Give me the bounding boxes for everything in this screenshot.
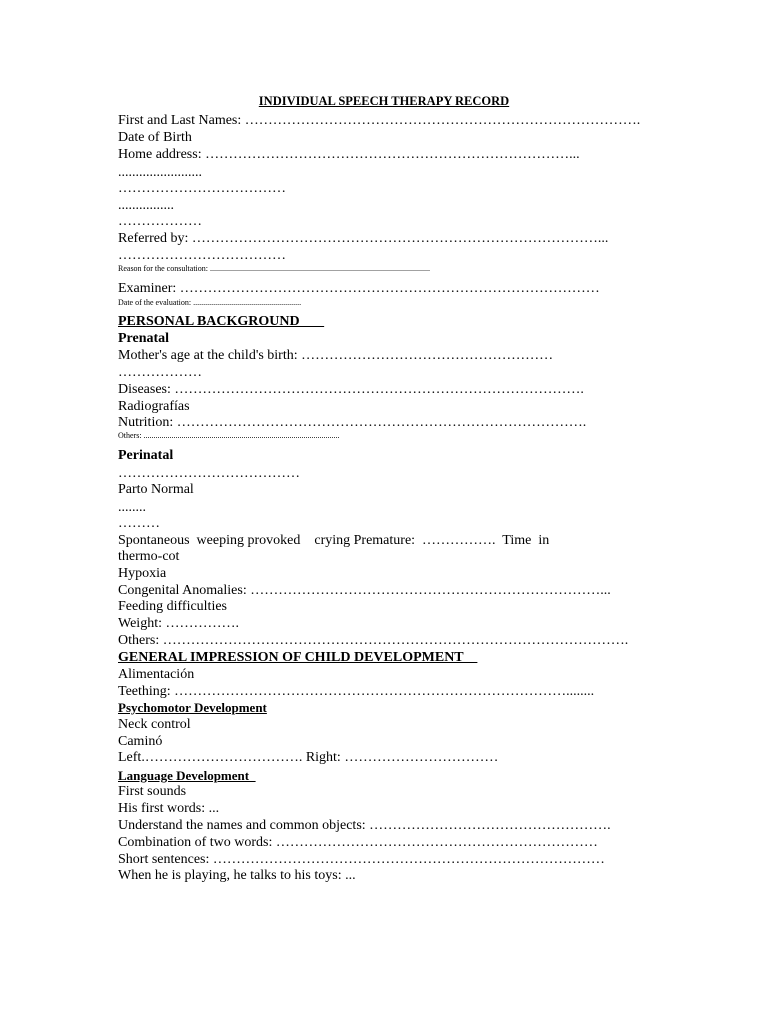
left-right-line: Left.……………………………. Right: …………………………… <box>118 750 499 765</box>
blank-line: ………………………………… <box>118 466 300 481</box>
general-impression-heading: GENERAL IMPRESSION OF CHILD DEVELOPMENT <box>118 650 478 665</box>
understand-names-line: Understand the names and common objects: ……………………………………………. <box>118 818 611 833</box>
first-sounds-line: First sounds <box>118 784 187 799</box>
others-line: Others: ………………………………………………………………………………………. <box>118 633 629 648</box>
thermo-cot-line: thermo-cot <box>118 549 180 564</box>
blank-line: ……………………………… <box>118 248 286 263</box>
date-evaluation-line: Date of the evaluation: ...................................................... <box>118 298 302 307</box>
prenatal-heading: Prenatal <box>118 331 170 346</box>
alimentacion-line: Alimentación <box>118 667 195 682</box>
neck-control-line: Neck control <box>118 717 191 732</box>
psychomotor-heading: Psychomotor Development <box>118 700 267 715</box>
first-words-line: His first words: ... <box>118 801 220 816</box>
reason-consultation-line: Reason for the consultation: .............................................................................................................. <box>118 264 430 273</box>
blank-line: ……………………………… <box>118 181 286 196</box>
radiografias-line: Radiografías <box>118 399 190 414</box>
parto-normal-line: Parto Normal <box>118 482 194 497</box>
language-development-heading: Language Development <box>118 768 256 783</box>
blank-line: ……………… <box>118 214 202 229</box>
mothers-age-line: Mother's age at the child's birth: ……………………………………………… <box>118 348 554 363</box>
blank-line: ……………… <box>118 365 202 380</box>
blank-line: ........ <box>118 500 146 515</box>
two-words-line: Combination of two words: …………………………………………………………… <box>118 835 598 850</box>
personal-background-heading: PERSONAL BACKGROUND <box>118 314 325 329</box>
diseases-line: Diseases: ……………………………………………………………………………. <box>118 382 584 397</box>
document-title: INDIVIDUAL SPEECH THERAPY RECORD <box>258 94 510 108</box>
weight-line: Weight: ……………. <box>118 616 239 631</box>
names-line: First and Last Names: …………………………………………………………………………. <box>118 113 641 128</box>
blank-line: ................ <box>118 198 174 213</box>
perinatal-heading: Perinatal <box>118 448 174 463</box>
home-address-line: Home address: ……………………………………………………………………... <box>118 147 580 162</box>
blank-line: ……… <box>118 516 160 531</box>
congenital-anomalies-line: Congenital Anomalies: …………………………………………………………………... <box>118 583 611 598</box>
hypoxia-line: Hypoxia <box>118 566 167 581</box>
examiner-line: Examiner: ……………………………………………………………………………… <box>118 281 600 296</box>
short-sentences-line: Short sentences: ………………………………………………………………………… <box>118 852 605 867</box>
nutrition-line: Nutrition: ……………………………………………………………………………. <box>118 415 587 430</box>
talks-to-toys-line: When he is playing, he talks to his toys: ... <box>118 868 356 883</box>
camino-line: Caminó <box>118 734 163 749</box>
blank-line: ........................ <box>118 165 202 180</box>
date-of-birth-line: Date of Birth <box>118 130 192 145</box>
feeding-difficulties-line: Feeding difficulties <box>118 599 227 614</box>
spontaneous-weeping-line: Spontaneous weeping provoked crying Premature: ……………. Time in <box>118 533 550 548</box>
referred-by-line: Referred by: ……………………………………………………………………………... <box>118 231 609 246</box>
others-line: Others: .................................................................................................. <box>118 431 340 440</box>
teething-line: Teething: …………………………………………………………………………........ <box>118 684 595 699</box>
